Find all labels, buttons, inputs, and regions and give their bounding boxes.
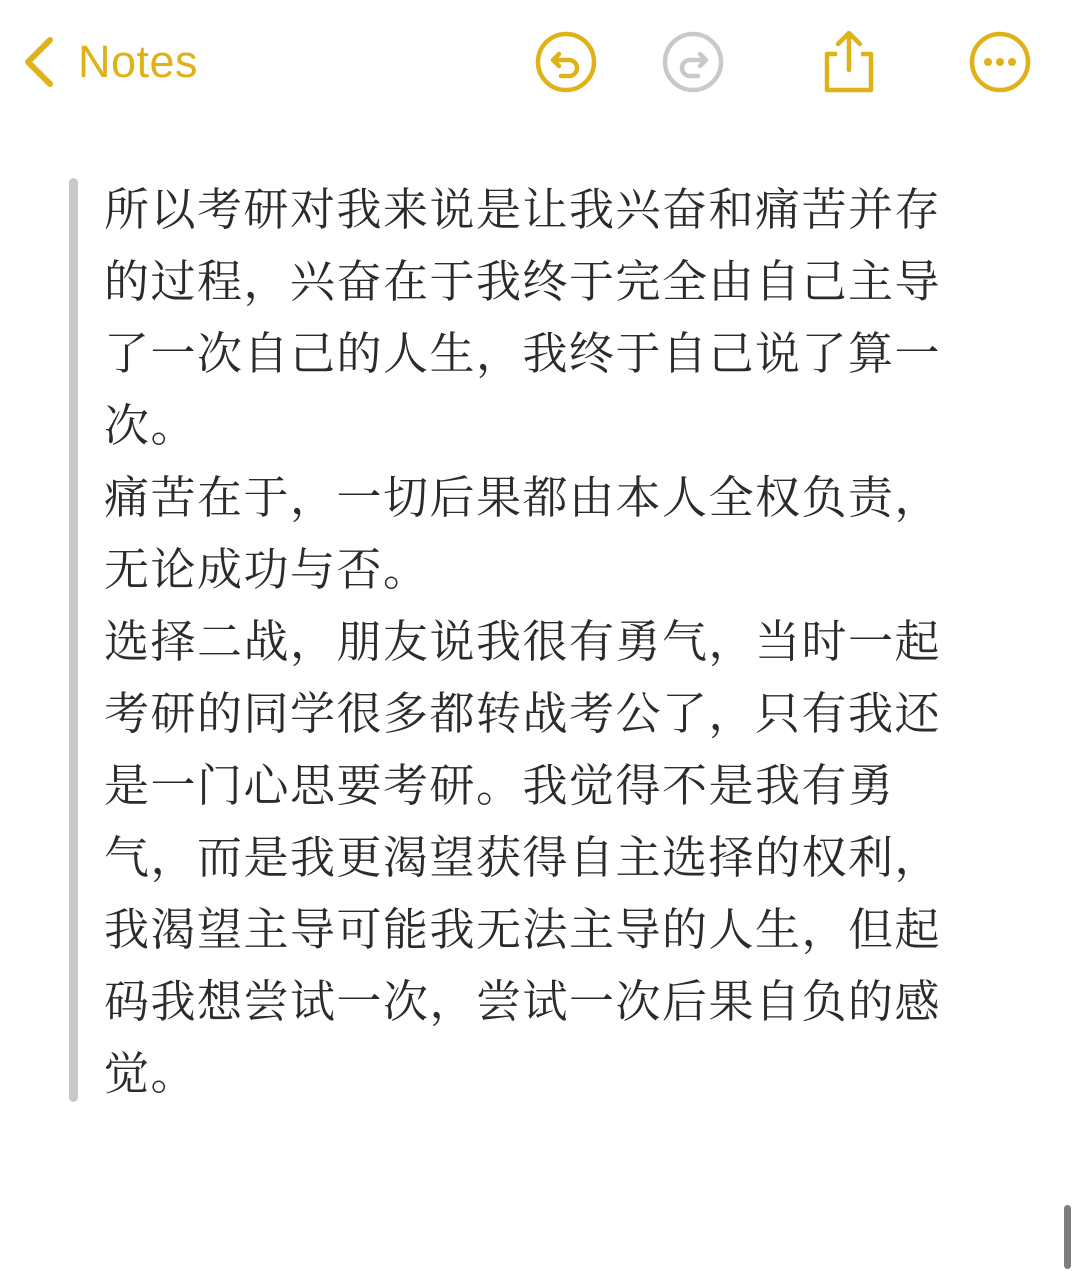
scrollbar[interactable]	[1064, 1205, 1071, 1269]
note-line: 考研的同学很多都转战考公了，只有我还	[104, 687, 942, 740]
note-line: 觉。	[104, 1047, 198, 1100]
redo-button[interactable]	[661, 30, 725, 94]
note-text[interactable]	[104, 174, 972, 1110]
note-content-area[interactable]	[0, 124, 1080, 1271]
undo-button[interactable]	[534, 30, 598, 94]
block-quote-bar	[69, 178, 78, 1102]
note-line: 无论成功与否。	[104, 543, 430, 596]
note-line: 所以考研对我来说是让我兴奋和痛苦并存	[104, 183, 942, 236]
note-line: 痛苦在于，一切后果都由本人全权负责，	[104, 471, 942, 524]
back-button-label: Notes	[78, 36, 199, 87]
undo-icon	[534, 30, 598, 94]
note-line: 我渴望主导可能我无法主导的人生，但起	[104, 903, 942, 956]
more-icon	[968, 30, 1032, 94]
back-to-notes-button[interactable]	[20, 30, 198, 94]
note-line: 的过程，兴奋在于我终于完全由自己主导	[104, 255, 942, 308]
note-line: 选择二战，朋友说我很有勇气，当时一起	[104, 615, 942, 668]
redo-icon	[661, 30, 725, 94]
share-icon	[815, 30, 879, 94]
top-navigation-bar	[0, 0, 1080, 124]
note-line: 是一门心思要考研。我觉得不是我有勇	[104, 759, 895, 812]
note-line: 次。	[104, 399, 198, 452]
chevron-left-icon	[20, 34, 60, 90]
note-line: 了一次自己的人生，我终于自己说了算一	[104, 327, 942, 380]
note-line: 码我想尝试一次，尝试一次后果自负的感	[104, 975, 942, 1028]
note-line: 气，而是我更渴望获得自主选择的权利，	[104, 831, 942, 884]
share-button[interactable]	[815, 30, 879, 94]
more-options-button[interactable]	[968, 30, 1032, 94]
